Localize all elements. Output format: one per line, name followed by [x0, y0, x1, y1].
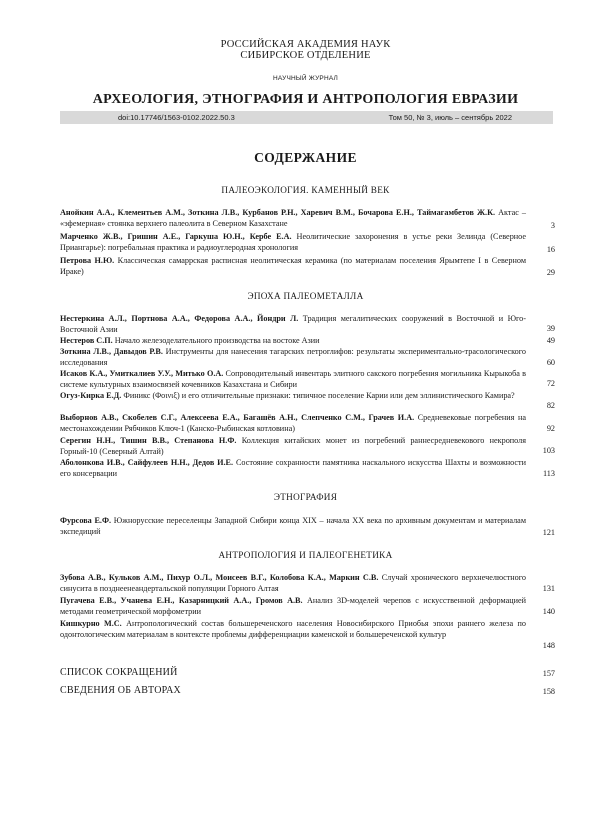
doi: doi:10.17746/1563-0102.2022.50.3 [118, 112, 235, 122]
entry-authors: Фурсова Е.Ф. [60, 516, 112, 525]
entry-page: 82 [546, 401, 555, 410]
entry-authors: Марченко Ж.В., Гришин А.Е., Гаркуша Ю.Н., Кербе Е.А. [60, 232, 292, 241]
entry-authors: Серегин Н.Н., Тишин В.В., Степанова Н.Ф. [60, 436, 237, 445]
entry-title: Актас – «эфемерная» стоянка верхнего палеолита в Северном Казахстане [60, 208, 526, 228]
toc-entry[interactable] [60, 369, 526, 390]
contents-title: СОДЕРЖАНИЕ [254, 150, 357, 165]
doi-band [60, 111, 553, 124]
toc-entry[interactable] [60, 436, 526, 457]
org-line-1: РОССИЙСКАЯ АКАДЕМИЯ НАУК [220, 39, 391, 50]
toc-entry[interactable] [60, 516, 526, 537]
entry-authors: Выборнов А.В., Скобелев С.Г., Алексеева Е.А., Багашёв А.Н., Слепченко С.М., Грачев И.А. [60, 413, 415, 422]
section-title: ПАЛЕОЭКОЛОГИЯ. КАМЕННЫЙ ВЕК [221, 185, 390, 195]
toc-entry[interactable] [60, 232, 526, 253]
entry-authors: Зубова А.В., Кульков А.М., Пихур О.Л., Моисеев В.Г., Колобова К.А., Маркин С.В. [60, 573, 379, 582]
entry-title: Коллекция китайских монет из погребений раннесредневекового некрополя Горный-10 (Северный Алтай) [60, 436, 527, 456]
toc-entry[interactable] [60, 573, 526, 594]
entry-page: 16 [546, 245, 555, 254]
section-title: АНТРОПОЛОГИЯ И ПАЛЕОГЕНЕТИКА [218, 550, 393, 560]
entry-title: Анализ 3D-моделей черепов с искусственной деформацией методами геометрической морфометрии [60, 596, 526, 616]
entry-title: Сопроводительный инвентарь элитного сакского погребения могильника Кырыкоба в системе культурных взаимосвязей кочевников Казахстана и Сибири [60, 369, 526, 389]
entry-title: Южнорусские переселенцы Западной Сибири конца XIX – начала XX века по архивным документам и материалам экспедиций [60, 516, 526, 536]
journal-title: АРХЕОЛОГИЯ, ЭТНОГРАФИЯ И АНТРОПОЛОГИЯ ЕВРАЗИИ [92, 92, 519, 107]
entry-page: 103 [542, 446, 555, 455]
entry-authors: Пугачева Е.В., Учанева Е.Н., Казарницкий А.А., Громов А.В. [60, 596, 303, 605]
entry-title: Средневековые погребения на местонахождении Рябчиков Ключ-1 (Канско-Рыбинская котловина) [60, 413, 527, 433]
entry-page: 140 [542, 607, 555, 616]
entry-title: Начало железоделательного производства на востоке Азии [114, 336, 320, 345]
entry-authors: Огуз-Кирка Е.Д. [60, 391, 122, 400]
entry-page: 148 [542, 641, 555, 650]
entry-authors: Аболонкова И.В., Сайфулеев Н.Н., Дедов И.Е. [60, 458, 234, 467]
toc-entry[interactable] [60, 208, 526, 229]
entry-title: Инструменты для нанесения тагарских петроглифов: результаты экспериментально-трасологического исследования [60, 347, 526, 367]
journal-type: НАУЧНЫЙ ЖУРНАЛ [273, 75, 338, 82]
entry-title: Неолитические захоронения в устье реки Зелинда (Северное Приангарье): погребальная практика и радиоуглеродная хронология [60, 232, 526, 252]
toc-entry[interactable] [60, 413, 526, 434]
entry-authors: Зоткина Л.В., Давыдов Р.В. [60, 347, 163, 356]
authors-info-link[interactable]: СВЕДЕНИЯ ОБ АВТОРАХ [60, 685, 181, 696]
abbreviations-link[interactable]: СПИСОК СОКРАЩЕНИЙ [60, 667, 178, 678]
entry-authors: Кишкурно М.С. [60, 619, 122, 628]
entry-authors: Петрова Н.Ю. [60, 256, 115, 265]
toc-entry[interactable] [60, 619, 526, 640]
entry-page: 113 [543, 469, 555, 478]
toc-entry[interactable] [60, 391, 526, 402]
entry-title: Классическая самаррская расписная неолитическая керамика (по материалам поселения Ярымтепе I в Северном Ираке) [60, 256, 527, 276]
toc-entry[interactable] [60, 336, 526, 347]
volume-issue: Том 50, № 3, июль – сентябрь 2022 [388, 112, 512, 122]
toc-entry[interactable] [60, 347, 526, 368]
entry-title: Финикс (Φοινιξ) и его отличительные признаки: типичное поселение Карии или дем эллинистического Камира? [123, 391, 515, 400]
entry-page: 72 [546, 379, 555, 388]
entry-page: 29 [546, 268, 555, 277]
toc-entry[interactable] [60, 314, 526, 335]
entry-authors: Исаков К.А., Умиткалиев У.У., Митько О.А. [60, 369, 224, 378]
toc-entry[interactable] [60, 256, 526, 277]
entry-page: 121 [542, 528, 555, 537]
entry-title: Состояние сохранности памятника наскального искусства Шахты и возможности его консервации [60, 458, 527, 478]
entry-page: 131 [542, 584, 555, 593]
org-line-2: СИБИРСКОЕ ОТДЕЛЕНИЕ [240, 50, 371, 61]
entry-authors: Анойкин А.А., Клементьев А.М., Зоткина Л.В., Курбанов Р.Н., Харевич В.М., Бочарова Е.Н., Таймагамбетов Ж.К. [60, 208, 496, 217]
entry-page: 92 [546, 424, 555, 433]
entry-page: 39 [546, 324, 555, 333]
entry-title: Традиция мегалитических сооружений в Восточной и Юго-Восточной Азии [60, 314, 527, 334]
entry-page: 3 [550, 221, 555, 230]
entry-title: Антропологический состав большереченского населения Новосибирского Приобья эпохи раннего железа по одонтологическим материалам в контексте проблемы дифференциации каменской и большереченской культур [60, 619, 526, 639]
entry-page: 60 [546, 358, 555, 367]
authors-info-page: 158 [542, 687, 555, 696]
section-title: ЭПОХА ПАЛЕОМЕТАЛЛА [247, 291, 364, 301]
entry-page: 49 [546, 336, 555, 345]
entry-authors: Нестеркина А.Л., Портнова А.А., Федорова А.А., Йондри Л. [60, 314, 299, 323]
toc-entry[interactable] [60, 458, 526, 479]
entry-title: Случай хронического верхнечелюстного синусита в позднеенеандертальской популяции Горного Алтая [60, 573, 527, 593]
toc-entry[interactable] [60, 596, 526, 617]
entry-authors: Нестеров С.П. [60, 336, 113, 345]
abbreviations-page: 157 [542, 669, 555, 678]
section-title: ЭТНОГРАФИЯ [273, 492, 338, 502]
